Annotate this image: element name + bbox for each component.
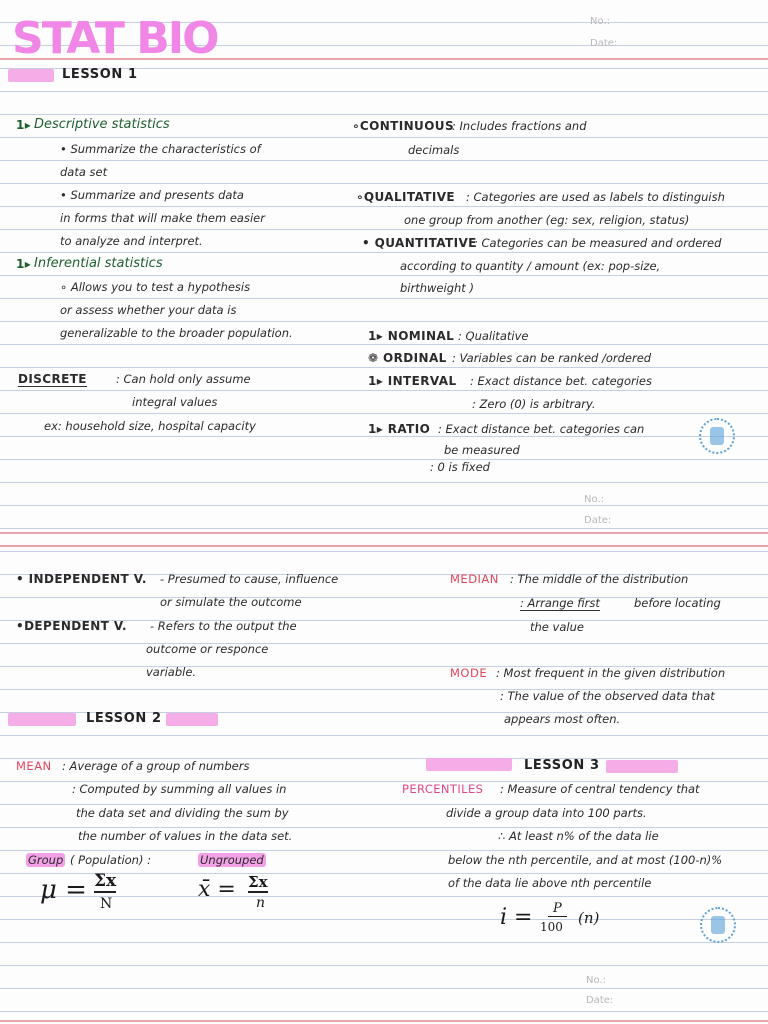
independent-term: • INDEPENDENT V. bbox=[16, 572, 147, 586]
dependent-term: •DEPENDENT V. bbox=[16, 619, 127, 633]
no-label: No.: bbox=[590, 16, 610, 27]
quantitative-def: : Categories can be measured and ordered bbox=[474, 236, 722, 250]
quantitative-term: • QUANTITATIVE bbox=[362, 236, 477, 250]
highlight-mark bbox=[8, 713, 76, 726]
interval-def: : Exact distance bet. categories bbox=[470, 374, 652, 388]
median-def: before locating bbox=[634, 596, 721, 610]
group-label: Group bbox=[28, 853, 64, 867]
descriptive-bullet: 1▸ bbox=[16, 118, 32, 132]
population-mean-lhs: μ = bbox=[40, 875, 87, 905]
inferential-title: Inferential statistics bbox=[34, 256, 163, 271]
date-label: Date: bbox=[590, 38, 618, 49]
discrete-def: integral values bbox=[132, 395, 218, 409]
lesson-1-heading: LESSON 1 bbox=[62, 67, 138, 82]
no-label: No.: bbox=[584, 494, 604, 505]
percentiles-def: ∴ At least n% of the data lie bbox=[498, 829, 659, 843]
mean-def: : Average of a group of numbers bbox=[62, 759, 250, 773]
descriptive-item: • Summarize the characteristics of bbox=[60, 142, 261, 156]
discrete-def: : Can hold only assume bbox=[116, 372, 251, 386]
continuous-def: : Includes fractions and bbox=[452, 119, 587, 133]
descriptive-item: to analyze and interpret. bbox=[60, 234, 203, 248]
quantitative-def: birthweight ) bbox=[400, 281, 474, 295]
ordinal-term: ❁ ORDINAL bbox=[368, 351, 447, 365]
no-label: No.: bbox=[586, 975, 606, 986]
percentiles-def: of the data lie above nth percentile bbox=[448, 876, 652, 890]
percentile-formula-denominator: 100 bbox=[540, 920, 563, 934]
median-def: the value bbox=[530, 620, 584, 634]
sample-mean-denominator: n bbox=[256, 895, 266, 911]
margin-line bbox=[0, 545, 768, 547]
qualitative-def: : Categories are used as labels to distinguish bbox=[466, 190, 725, 204]
population-label: ( Population) : bbox=[70, 853, 151, 867]
ratio-def: be measured bbox=[444, 443, 520, 457]
percentiles-def: : Measure of central tendency that bbox=[500, 782, 700, 796]
margin-line bbox=[0, 532, 768, 534]
continuous-def: decimals bbox=[408, 143, 460, 157]
nominal-term: 1▸ NOMINAL bbox=[368, 329, 455, 343]
percentiles-def: below the nth percentile, and at most (100-n)% bbox=[448, 853, 723, 867]
mean-def: the data set and dividing the sum by bbox=[76, 806, 289, 820]
descriptive-item: in forms that will make them easier bbox=[60, 211, 265, 225]
lesson-3-heading: LESSON 3 bbox=[524, 758, 600, 773]
ratio-def: : 0 is fixed bbox=[430, 460, 490, 474]
percentiles-def: divide a group data into 100 parts. bbox=[446, 806, 647, 820]
descriptive-title: Descriptive statistics bbox=[34, 117, 170, 132]
discrete-term: DISCRETE bbox=[18, 372, 87, 386]
population-mean-numerator: Σx bbox=[94, 871, 117, 891]
population-mean-denominator: N bbox=[100, 896, 113, 912]
mode-def: : The value of the observed data that bbox=[500, 689, 715, 703]
median-def-emphasis: : Arrange first bbox=[520, 596, 600, 610]
highlight-mark bbox=[8, 69, 54, 82]
continuous-term: ∘CONTINUOUS bbox=[352, 119, 454, 133]
notebook-sheet-2 bbox=[0, 545, 768, 1024]
ratio-term: 1▸ RATIO bbox=[368, 422, 431, 436]
interval-def: : Zero (0) is arbitrary. bbox=[472, 397, 596, 411]
ratio-def: : Exact distance bet. categories can bbox=[438, 422, 645, 436]
median-term: MEDIAN bbox=[450, 572, 499, 586]
date-label: Date: bbox=[584, 515, 612, 526]
percentile-formula-rhs: (n) bbox=[578, 909, 600, 927]
highlight-mark bbox=[166, 713, 218, 726]
independent-def: or simulate the outcome bbox=[160, 595, 302, 609]
date-label: Date: bbox=[586, 995, 614, 1006]
mode-term: MODE bbox=[450, 666, 488, 680]
independent-def: - Presumed to cause, influence bbox=[160, 572, 339, 586]
qualitative-def: one group from another (eg: sex, religion, status) bbox=[404, 213, 690, 227]
quantitative-def: according to quantity / amount (ex: pop-size, bbox=[400, 259, 661, 273]
descriptive-item: • Summarize and presents data bbox=[60, 188, 244, 202]
mean-def: the number of values in the data set. bbox=[78, 829, 293, 843]
mean-term: MEAN bbox=[16, 759, 52, 773]
seal-icon bbox=[700, 907, 736, 943]
seal-icon bbox=[699, 418, 735, 454]
median-def: : The middle of the distribution bbox=[510, 572, 689, 586]
dependent-def: variable. bbox=[146, 665, 197, 679]
ungrouped-label: Ungrouped bbox=[200, 853, 264, 867]
highlight-mark bbox=[606, 760, 678, 773]
mode-def: : Most frequent in the given distribution bbox=[496, 666, 726, 680]
page-gap bbox=[0, 536, 768, 544]
lesson-2-heading: LESSON 2 bbox=[86, 711, 162, 726]
percentiles-term: PERCENTILES bbox=[402, 782, 484, 796]
discrete-example: ex: household size, hospital capacity bbox=[44, 419, 256, 433]
inferential-bullet: 1▸ bbox=[16, 257, 32, 271]
highlight-mark bbox=[426, 758, 512, 771]
interval-term: 1▸ INTERVAL bbox=[368, 374, 457, 388]
nominal-def: : Qualitative bbox=[458, 329, 529, 343]
sample-mean-numerator: Σx bbox=[248, 873, 268, 891]
margin-line bbox=[0, 1020, 768, 1022]
inferential-item: or assess whether your data is bbox=[60, 303, 237, 317]
inferential-item: generalizable to the broader population. bbox=[60, 326, 293, 340]
percentile-formula-lhs: i = bbox=[500, 905, 533, 930]
percentile-formula-numerator: P bbox=[548, 901, 567, 917]
sample-mean-lhs: x̄ = bbox=[198, 877, 236, 902]
dependent-def: - Refers to the output the bbox=[150, 619, 297, 633]
descriptive-item: data set bbox=[60, 165, 108, 179]
inferential-item: ∘ Allows you to test a hypothesis bbox=[60, 280, 251, 294]
qualitative-term: ∘QUALITATIVE bbox=[356, 190, 456, 204]
dependent-def: outcome or responce bbox=[146, 642, 269, 656]
mean-def: : Computed by summing all values in bbox=[72, 782, 287, 796]
mode-def: appears most often. bbox=[504, 712, 621, 726]
ordinal-def: : Variables can be ranked /ordered bbox=[452, 351, 652, 365]
page-title: STAT BIO bbox=[12, 13, 218, 64]
